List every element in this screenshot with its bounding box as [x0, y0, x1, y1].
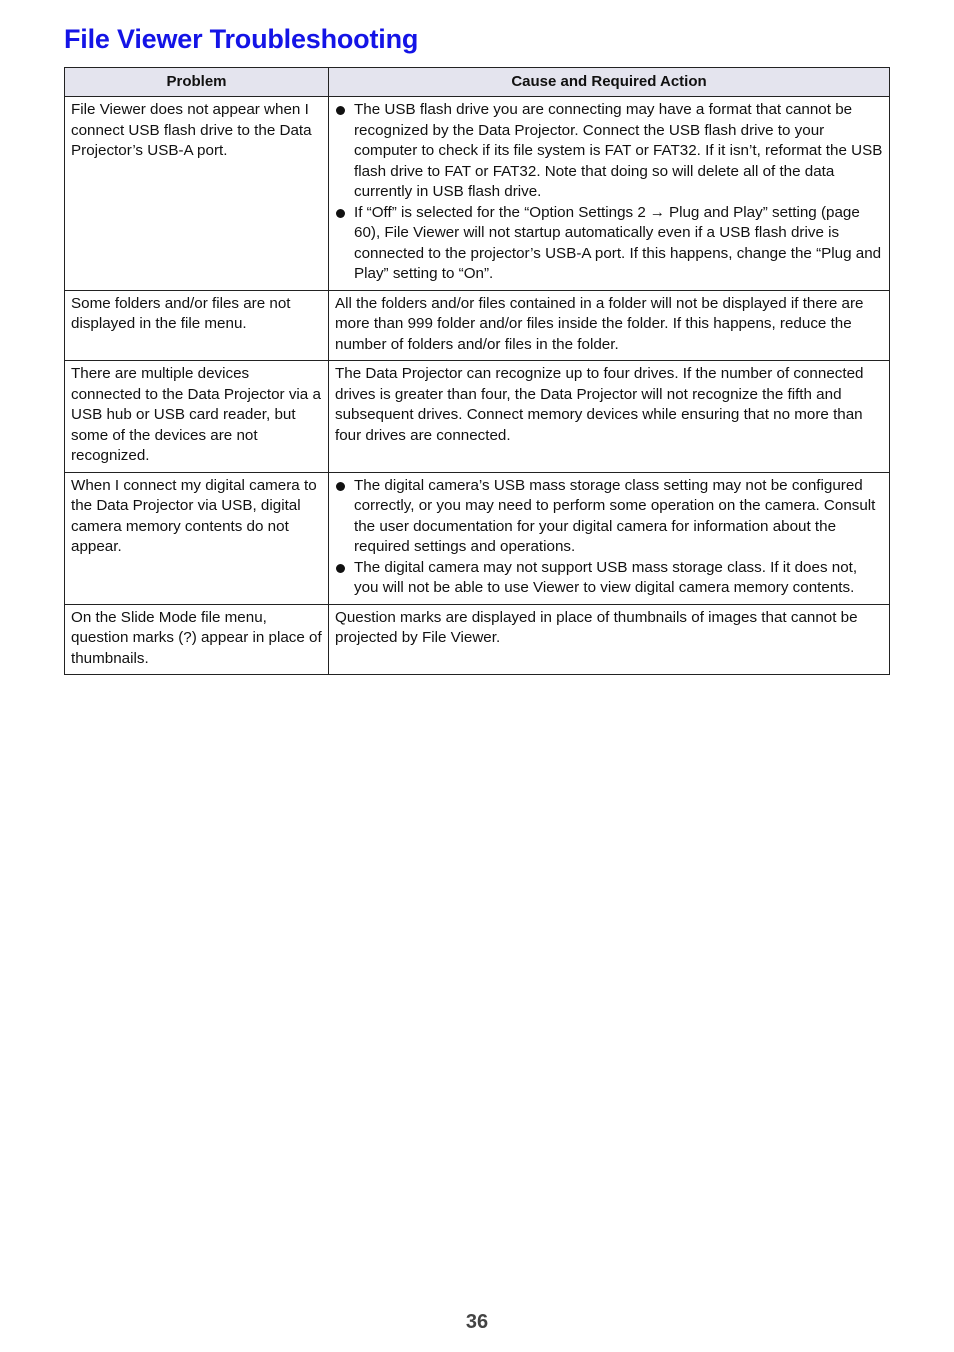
page-title: File Viewer Troubleshooting	[64, 24, 419, 54]
table-header-row	[65, 68, 890, 97]
problem-cell: When I connect my digital camera to the Data Projector via USB, digital camera memory contents do not appear.	[65, 472, 329, 604]
bullet-text: The digital camera’s USB mass storage class setting may not be configured correctly, or you may need to perform some operation on the camera. Consult the user documentation for your digital camera for information about the required settings and operations.	[354, 476, 876, 555]
table-row	[65, 472, 890, 604]
action-cell	[329, 472, 890, 604]
action-cell: The Data Projector can recognize up to four drives. If the number of connected drives is greater than four, the Data Projector will not recognize the fifth and subsequent drives. Connect memory devices while ensuring that no more than four drives are connected.	[329, 361, 890, 473]
bullet-icon	[336, 106, 345, 115]
bullet-icon	[336, 564, 345, 573]
action-cell	[329, 97, 890, 291]
table-row	[65, 361, 890, 473]
action-bullet-item	[335, 558, 883, 599]
problem-cell: File Viewer does not appear when I connect USB flash drive to the Data Projector’s USB-A port.	[65, 97, 329, 291]
troubleshooting-table	[64, 67, 890, 675]
action-bullet-item	[335, 100, 883, 203]
table-row	[65, 290, 890, 361]
action-cell: Question marks are displayed in place of thumbnails of images that cannot be projected by File Viewer.	[329, 604, 890, 675]
bullet-icon	[336, 209, 345, 218]
bullet-text: Plug and Play” setting (page 60), File Viewer will not startup automatically even if a USB flash drive is connected to the projector’s USB-A port. If this happens, change the “Plug and Play” setting to “On”.	[354, 203, 882, 282]
bullet-text: The digital camera may not support USB mass storage class. If it does not, you will not be able to use Viewer to view digital camera memory contents.	[354, 558, 858, 596]
bullet-text: If “Off” is selected for the “Option Settings 2	[354, 203, 646, 221]
bullet-text: The USB flash drive you are connecting may have a format that cannot be recognized by the Data Projector. Connect the USB flash drive to your computer to check if its file system is FAT or FAT32. If it isn’t, reformat the USB flash drive to FAT or FAT32. Note that doing so will delete all of the data currently in USB flash drive.	[354, 101, 883, 200]
action-bullet-item	[335, 203, 883, 285]
action-bullet-list	[335, 100, 883, 285]
table-row	[65, 97, 890, 291]
action-bullet-list	[335, 476, 883, 599]
cause-column-header: Cause and Required Action	[329, 68, 890, 97]
problem-cell: Some folders and/or files are not displayed in the file menu.	[65, 290, 329, 361]
action-bullet-item	[335, 476, 883, 558]
page-number: 36	[465, 1311, 489, 1333]
problem-cell: There are multiple devices connected to the Data Projector via a USB hub or USB card reader, but some of the devices are not recognized.	[65, 361, 329, 473]
action-cell: All the folders and/or files contained in a folder will not be displayed if there are more than 999 folder and/or files inside the folder. If this happens, reduce the number of folders and/or files in the folder.	[329, 290, 890, 361]
table-row	[65, 604, 890, 675]
problem-column-header: Problem	[65, 68, 329, 97]
problem-cell: On the Slide Mode file menu, question marks (?) appear in place of thumbnails.	[65, 604, 329, 675]
bullet-icon	[336, 482, 345, 491]
right-arrow-icon: →	[649, 203, 665, 221]
